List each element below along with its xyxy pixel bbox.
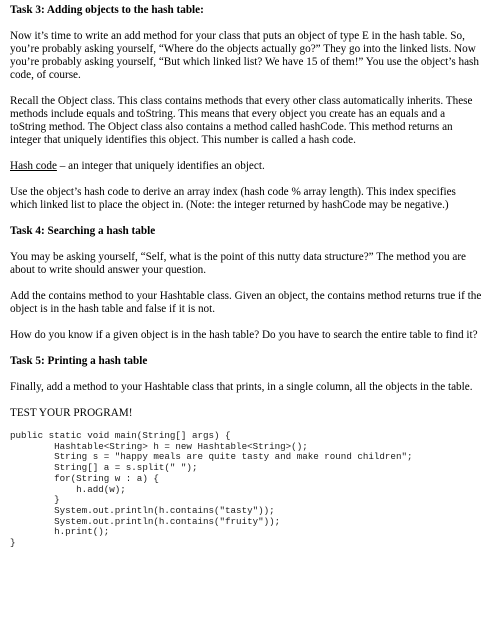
task3-paragraph-1: Now it’s time to write an add method for your class that puts an object of type E in the hash table. So, you’re probably asking yourself, “Where do the objects actually go?” They go into the linked lists. Now you’re probably asking yourself, “But which linked list? We have 15 of them!” You use the object’s hash code, of course. — [10, 30, 479, 81]
definition-text: – an integer that uniquely identifies an object. — [56, 160, 265, 172]
code-line: h.add(w); — [10, 483, 126, 495]
code-line: h.print(); — [10, 526, 110, 538]
code-line: } — [10, 494, 60, 506]
task4-paragraph-2: Add the contains method to your Hashtable class. Given an object, the contains method returns true if the object is in the hash table and false if it is not. — [10, 290, 482, 315]
hash-code-definition — [10, 160, 482, 173]
code-line: System.out.println(h.contains("fruity")); — [10, 515, 281, 527]
task4-paragraph-3: How do you know if a given object is in the hash table? Do you have to search the entire table to find it? — [10, 329, 478, 341]
task3-heading: Task 3: Adding objects to the hash table: — [10, 4, 204, 16]
task5-paragraph-1: Finally, add a method to your Hashtable class that prints, in a single column, all the objects in the table. — [10, 381, 473, 393]
document-page — [10, 4, 482, 549]
test-program-label: TEST YOUR PROGRAM! — [10, 407, 133, 419]
code-line: for(String w : a) { — [10, 472, 159, 484]
code-line: String[] a = s.split(" "); — [10, 462, 198, 474]
task3-paragraph-2: Recall the Object class. This class contains methods that every other class automatically inherits. These methods include equals and toString. This means that every object you create has an equals and a toString method. The Object class also contains a method called hashCode. This method returns an integer that uniquely identifies this object. This number is called a hash code. — [10, 95, 473, 146]
code-line: } — [10, 537, 16, 549]
definition-term: Hash code — [10, 160, 57, 172]
task4-heading: Task 4: Searching a hash table — [10, 225, 156, 237]
code-line: String s = "happy meals are quite tasty and make round children"; — [10, 451, 413, 463]
code-line: Hashtable<String> h = new Hashtable<String>(); — [10, 440, 308, 452]
task4-paragraph-1: You may be asking yourself, “Self, what is the point of this nutty data structure?” The method you are about to write should answer your question. — [10, 251, 467, 276]
code-line: public static void main(String[] args) { — [10, 430, 231, 441]
code-block — [10, 431, 482, 549]
task5-heading: Task 5: Printing a hash table — [10, 355, 148, 367]
code-line: System.out.println(h.contains("tasty")); — [10, 504, 275, 516]
task3-paragraph-3: Use the object’s hash code to derive an array index (hash code % array length). This index specifies which linked list to place the object in. (Note: the integer returned by hashCode may be negative.) — [10, 186, 456, 211]
